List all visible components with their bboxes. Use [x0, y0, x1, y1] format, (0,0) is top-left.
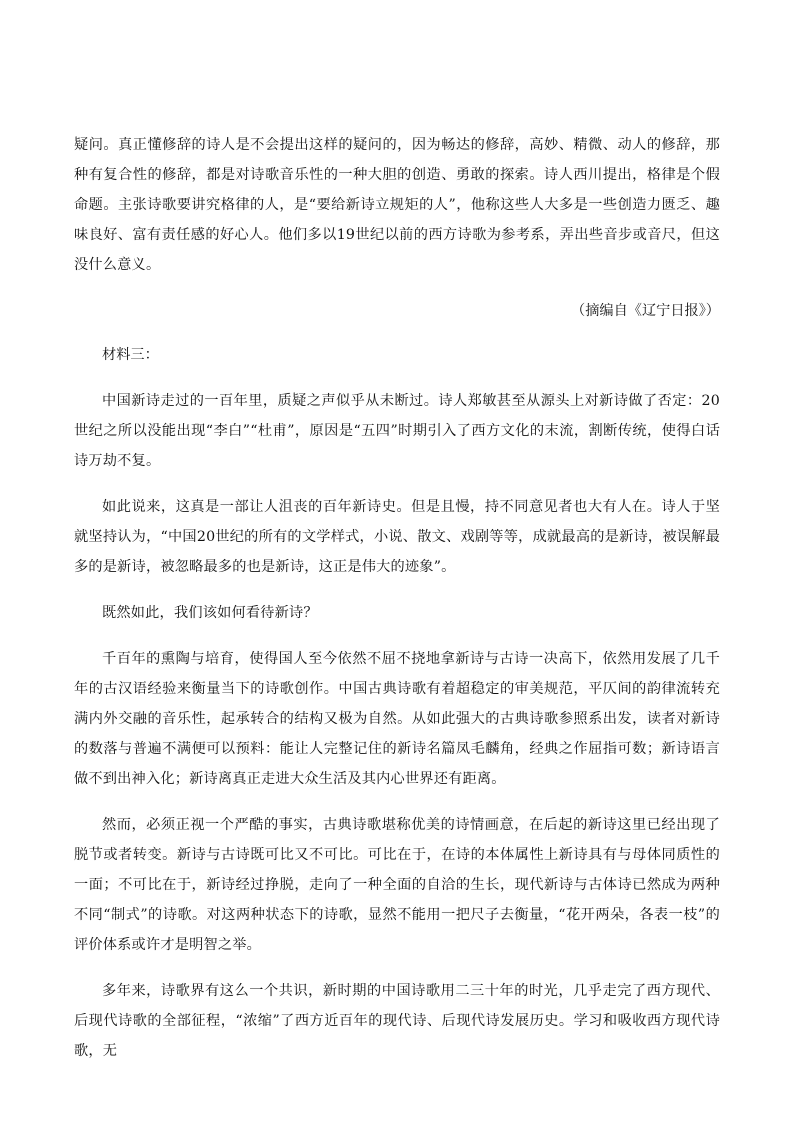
- paragraph-2: 如此说来，这真是一部让人沮丧的百年新诗史。但是且慢，持不同意见者也大有人在。诗人于坚就坚持认为，“中国20世纪的所有的文学样式，小说、散文、戏剧等等，成就最高的是新诗，被误解最多的是新诗，被忽略最多的也是新诗，这正是伟大的迹象”。: [74, 499, 720, 575]
- paragraph-3: 既然如此，我们该如何看待新诗？: [102, 605, 318, 621]
- paragraph-5: 然而，必须正视一个严酷的事实，古典诗歌堪称优美的诗情画意，在后起的新诗这里已经出现了脱节或者转变。新诗与古诗既可比又不可比。可比在于，在诗的本体属性上新诗具有与母体同质性的一面；不可比在于，新诗经过挣脱，走向了一种全面的自洽的生长，现代新诗与古体诗已然成为两种不同“制式”的诗歌。对这两种状态下的诗歌，显然不能用一把尺子去衡量，“花开两朵，各表一枝”的评价体系或许才是明智之举。: [74, 817, 720, 953]
- paragraph-6: 多年来，诗歌界有这么一个共识，新时期的中国诗歌用二三十年的时光，几乎走完了西方现代、后现代诗歌的全部征程，“浓缩”了西方近百年的现代诗、后现代诗发展历史。学习和吸收西方现代诗歌，无: [74, 983, 720, 1059]
- paragraph-1: 中国新诗走过的一百年里，质疑之声似乎从未断过。诗人郑敏甚至从源头上对新诗做了否定：20世纪之所以没能出现“李白”“杜甫”，原因是“五四”时期引入了西方文化的末流，割断传统，使得白话诗万劫不复。: [74, 393, 720, 469]
- paragraph-continuation: 疑问。真正懂修辞的诗人是不会提出这样的疑问的，因为畅达的修辞，高妙、精微、动人的修辞，那种有复合性的修辞，都是对诗歌音乐性的一种大胆的创造、勇敢的探索。诗人西川提出，格律是个假命题。主张诗歌要讲究格律的人，是“要给新诗立规矩的人”，他称这些人大多是一些创造力匮乏、趣味良好、富有责任感的好心人。他们多以19世纪以前的西方诗歌为参考系，弄出些音步或音尺，但这没什么意义。: [74, 137, 720, 273]
- source-citation: （摘编自《辽宁日报》）: [571, 303, 720, 319]
- document-page: [74, 130, 720, 1066]
- section-label: 材料三：: [102, 347, 159, 363]
- paragraph-4: 千百年的熏陶与培育，使得国人至今依然不屈不挠地拿新诗与古诗一决高下，依然用发展了几千年的古汉语经验来衡量当下的诗歌创作。中国古典诗歌有着超稳定的审美规范，平仄间的韵律流转充满内外交融的音乐性，起承转合的结构又极为自然。从如此强大的古典诗歌参照系出发，读者对新诗的数落与普遍不满便可以预料：能让人完整记住的新诗名篇凤毛麟角，经典之作屈指可数；新诗语言做不到出神入化；新诗离真正走进大众生活及其内心世界还有距离。: [74, 651, 720, 787]
